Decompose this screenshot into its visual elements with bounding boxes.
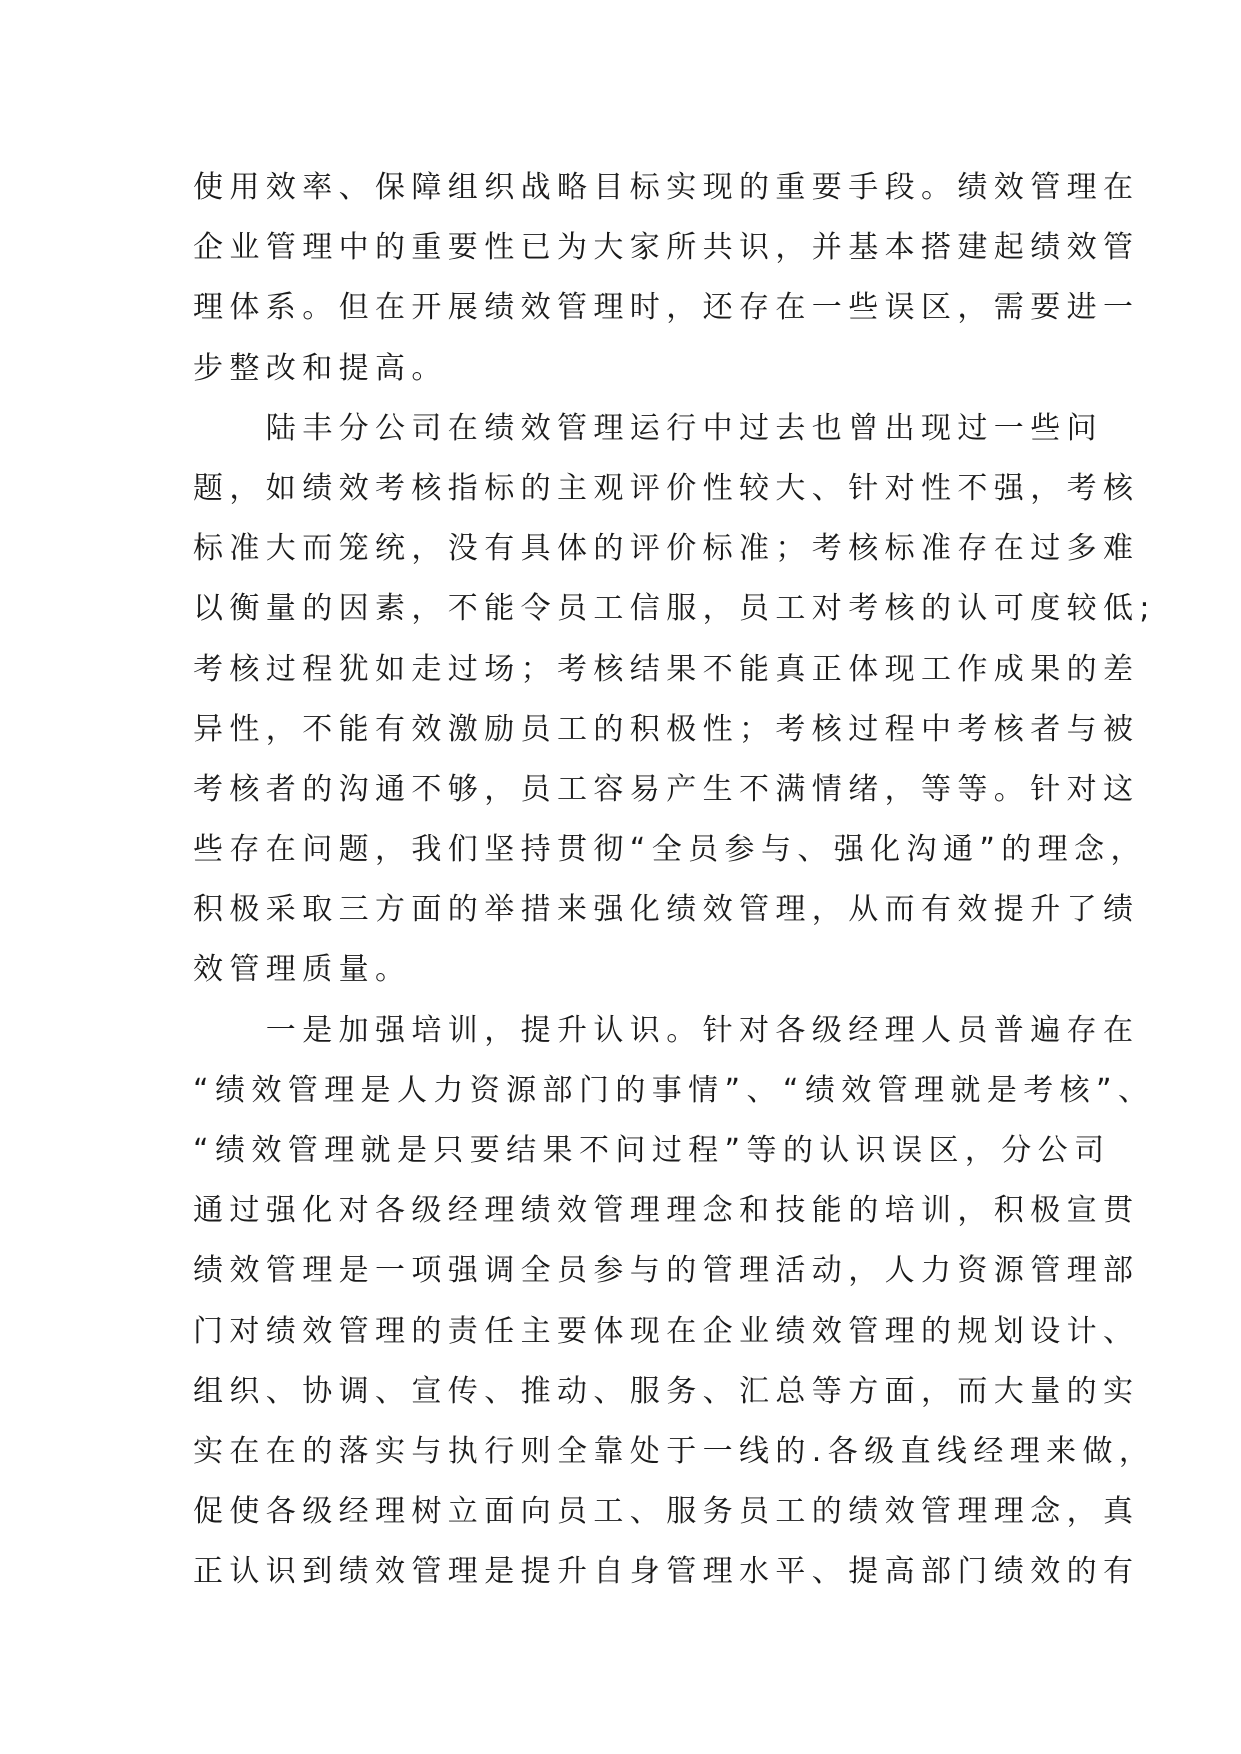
- text-line: 积极采取三方面的举措来强化绩效管理，从而有效提升了绩: [193, 892, 1140, 928]
- text-line: 效管理质量。: [193, 952, 412, 988]
- text-line: 考核过程犹如走过场；考核结果不能真正体现工作成果的差: [193, 651, 1140, 687]
- text-line: “绩效管理就是只要结果不问过程”等的认识误区，分公司: [193, 1133, 1111, 1168]
- text-line: 标准大而笼统，没有具体的评价标准；考核标准存在过多难: [193, 531, 1140, 567]
- text-line: 陆丰分公司在绩效管理运行中过去也曾出现过一些问: [193, 410, 1103, 446]
- text-line: 企业管理中的重要性已为大家所共识，并基本搭建起绩效管: [193, 230, 1140, 266]
- text-line: 门对绩效管理的责任主要体现在企业绩效管理的规划设计、: [193, 1313, 1140, 1349]
- text-line: 正认识到绩效管理是提升自身管理水平、提高部门绩效的有: [193, 1554, 1140, 1590]
- text-line: 使用效率、保障组织战略目标实现的重要手段。绩效管理在: [193, 170, 1140, 205]
- text-line: “绩效管理是人力资源部门的事情”、“绩效管理就是考核”、: [193, 1072, 1155, 1108]
- text-line: 绩效管理是一项强调全员参与的管理活动，人力资源管理部: [193, 1253, 1140, 1289]
- text-line: 一是加强培训，提升认识。针对各级经理人员普遍存在: [193, 1012, 1140, 1048]
- body-text: [193, 158, 1156, 1603]
- text-line: 促使各级经理树立面向员工、服务员工的绩效管理理念，真: [193, 1494, 1140, 1530]
- text-line: 步整改和提高。: [193, 350, 448, 386]
- text-line: 实在在的落实与执行则全靠处于一线的.各级直线经理来做，: [193, 1433, 1156, 1469]
- text-line: 理体系。但在开展绩效管理时，还存在一些误区，需要进一: [193, 290, 1140, 326]
- text-line: 以衡量的因素，不能令员工信服，员工对考核的认可度较低;: [193, 591, 1156, 627]
- text-line: 考核者的沟通不够，员工容易产生不满情绪，等等。针对这: [193, 771, 1140, 807]
- text-line: 通过强化对各级经理绩效管理理念和技能的培训，积极宣贯: [193, 1193, 1140, 1229]
- text-line: 异性，不能有效激励员工的积极性；考核过程中考核者与被: [193, 711, 1140, 747]
- text-line: 组织、协调、宣传、推动、服务、汇总等方面，而大量的实: [193, 1373, 1140, 1409]
- text-line: 题，如绩效考核指标的主观评价性较大、针对性不强，考核: [193, 470, 1140, 506]
- text-line: 些存在问题，我们坚持贯彻“全员参与、强化沟通”的理念，: [193, 832, 1147, 868]
